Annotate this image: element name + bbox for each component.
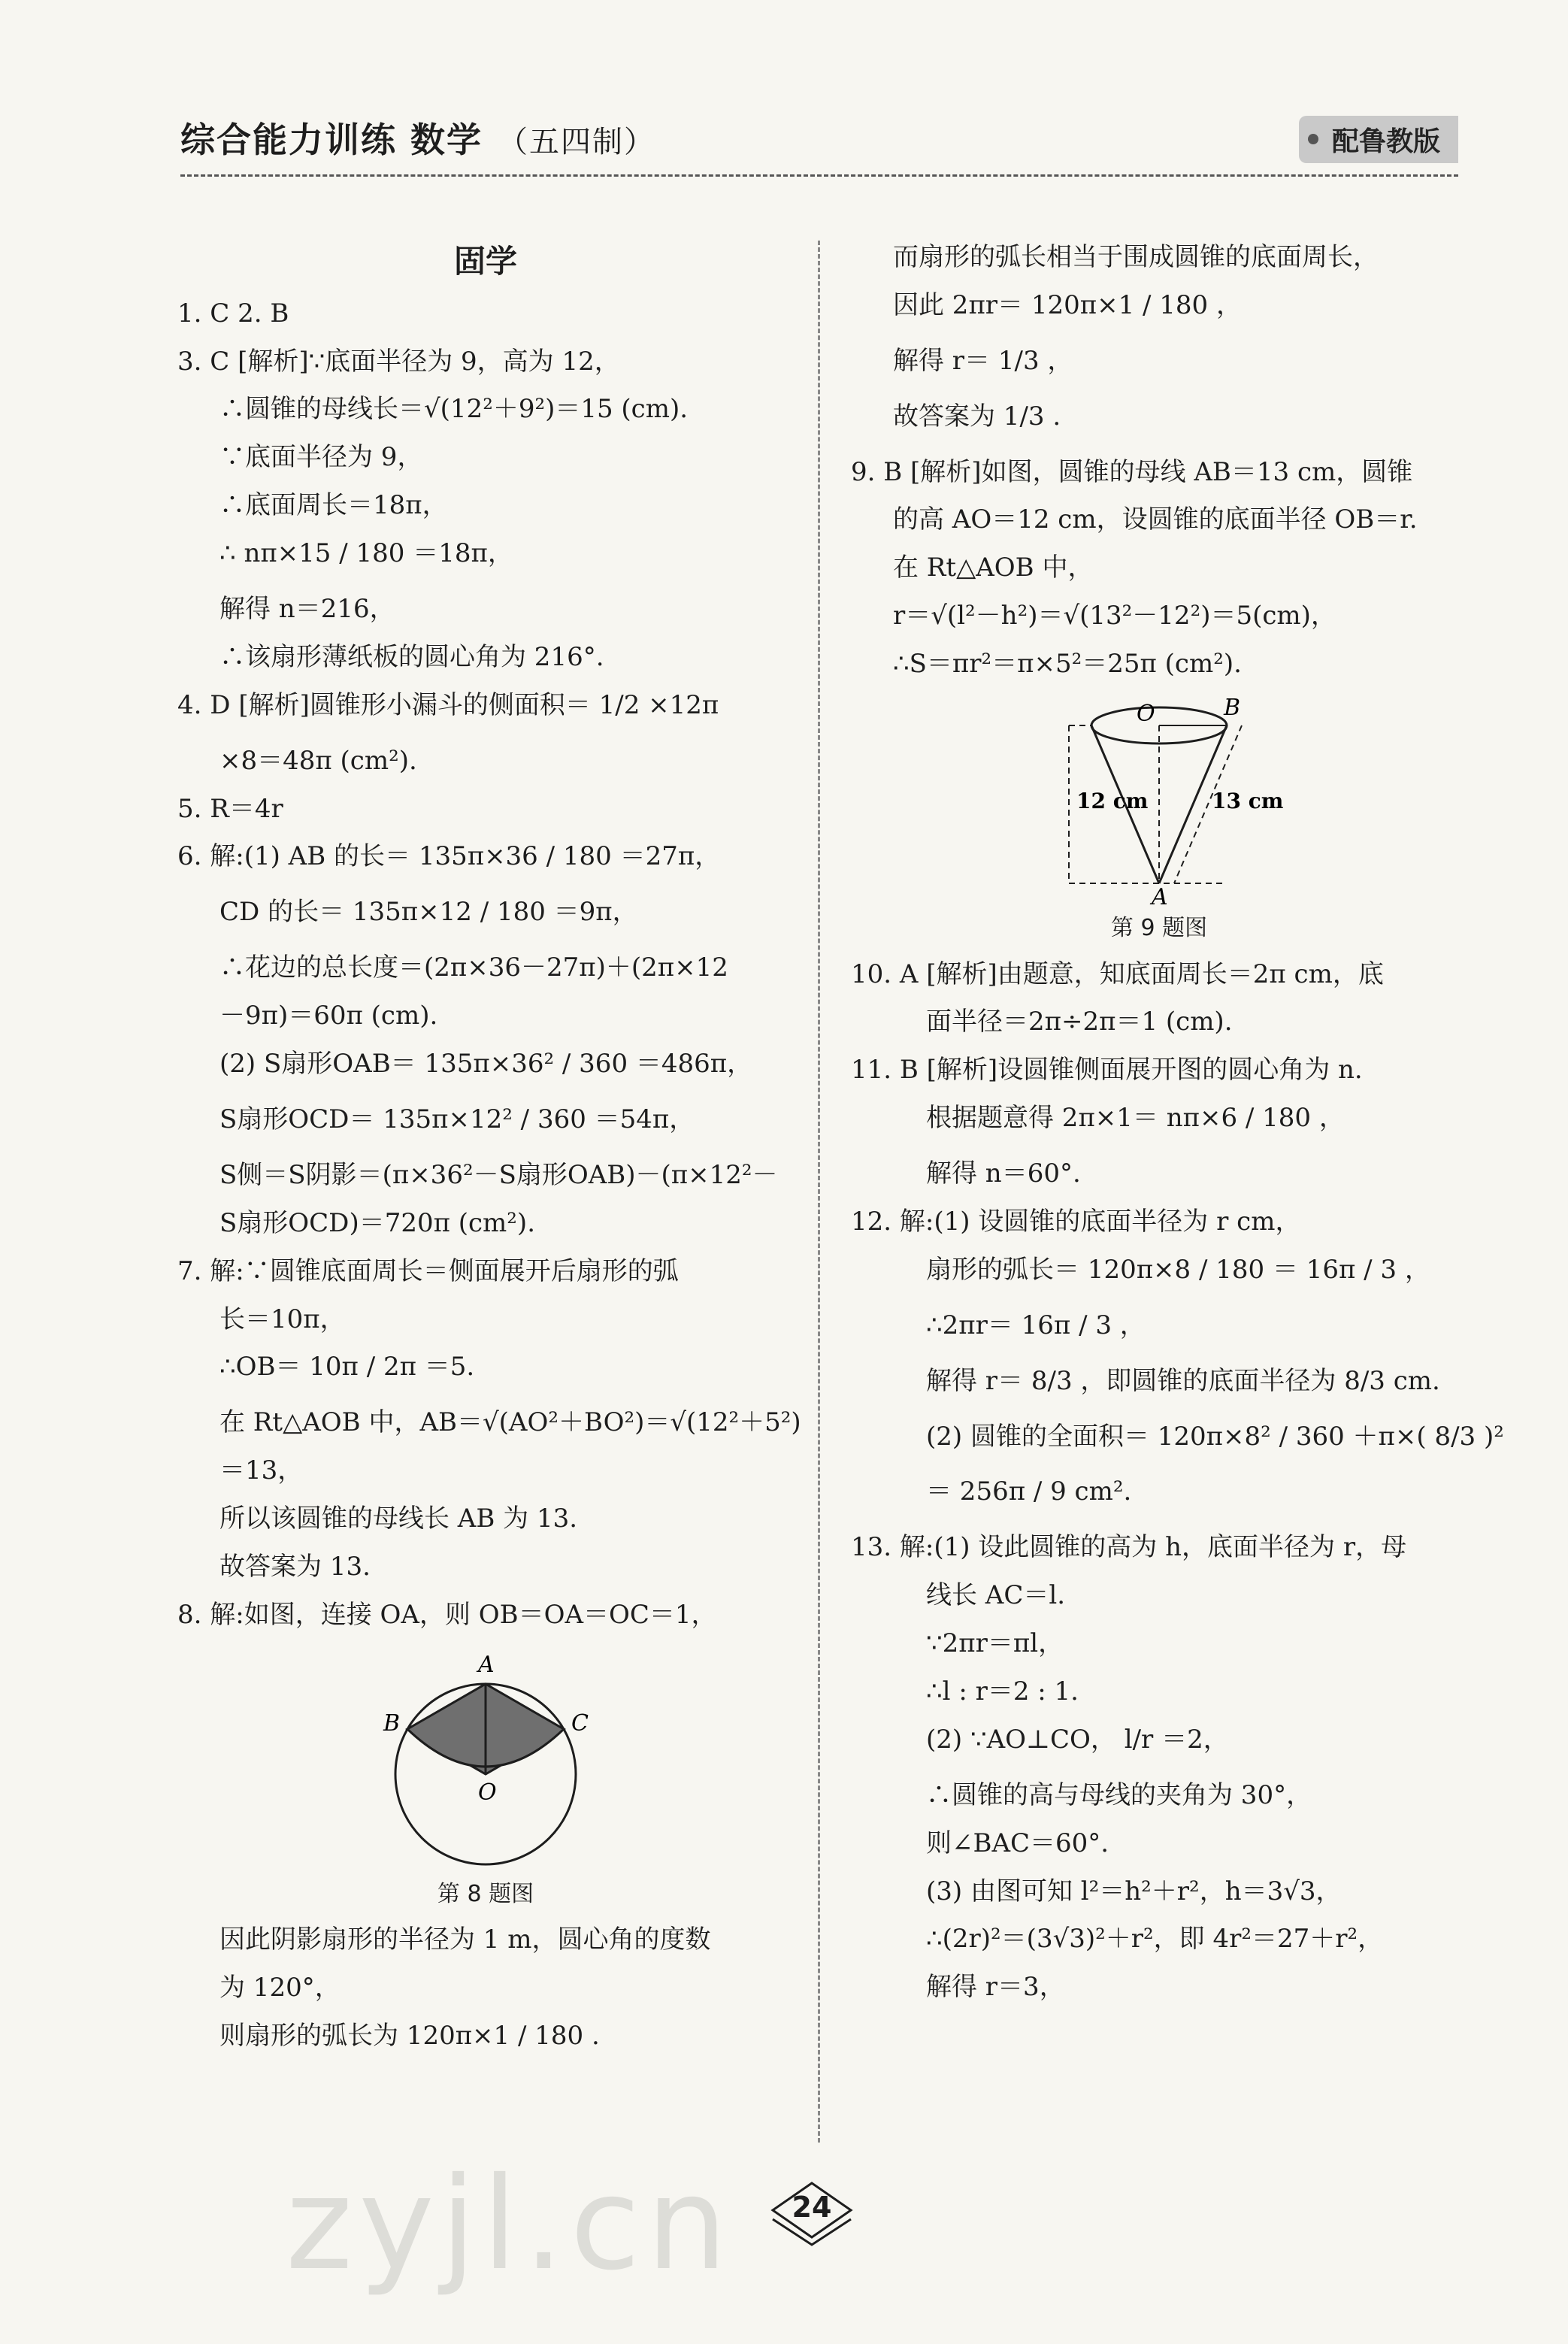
- answer-line: ∵底面半径为 9，: [219, 442, 423, 473]
- answer-line: CD 的长＝ 135π×12 / 180 ＝9π，: [219, 897, 638, 928]
- header-divider: [180, 174, 1458, 177]
- figure-8-caption: 第 8 题图: [437, 1880, 534, 1907]
- fig9-label-b: B: [1224, 695, 1241, 722]
- answer-line: S扇形OCD)＝720π (cm²).: [219, 1207, 536, 1238]
- answer-line: ∵2πr＝πl，: [926, 1628, 1064, 1659]
- answer-line: ∴OB＝ 10π / 2π ＝5.: [219, 1352, 475, 1382]
- answer-line: ×8＝48π (cm²).: [219, 745, 417, 776]
- answer-line: 根据题意得 2π×1＝ nπ×6 / 180 ，: [926, 1103, 1345, 1134]
- fig9-label-height: 12 cm: [1076, 789, 1149, 814]
- answer-line: 在 Rt△AOB 中，AB＝√(AO²＋BO²)＝√(12²＋5²): [219, 1407, 801, 1438]
- answer-line: ∴S＝πr²＝π×5²＝25π (cm²).: [893, 649, 1242, 680]
- answer-line: (3) 由图可知 l²＝h²＋r²，h＝3√3，: [926, 1876, 1342, 1906]
- answer-line: 8. 解:如图，连接 OA，则 OB＝OA＝OC＝1，: [177, 1599, 717, 1630]
- page-number: [767, 2180, 857, 2248]
- answer-line: S扇形OCD＝ 135π×12² / 360 ＝54π，: [219, 1104, 695, 1134]
- answer-line: r＝√(l²－h²)＝√(13²－12²)＝5(cm)，: [893, 601, 1336, 631]
- fig9-label-a: A: [1152, 884, 1168, 907]
- answer-line: 7. 解:∵圆锥底面周长＝侧面展开后扇形的弧: [177, 1255, 679, 1286]
- answer-line: 因此 2πr＝ 120π×1 / 180 ，: [893, 289, 1242, 320]
- book-title: 综合能力训练 数学 （五四制）: [180, 120, 656, 160]
- answer-line: 面半径＝2π÷2π＝1 (cm).: [926, 1007, 1233, 1037]
- section-title: 固学: [453, 243, 517, 280]
- answer-line: ∴(2r)²＝(3√3)²＋r²，即 4r²＝27＋r²，: [926, 1924, 1384, 1955]
- answer-line: 解得 r＝3，: [926, 1972, 1065, 2003]
- answer-line: (2) 圆锥的全面积＝ 120π×8² / 360 ＋π×( 8/3 )²: [926, 1421, 1504, 1452]
- answer-line: (2) ∵AO⊥CO， l/r ＝2，: [926, 1724, 1229, 1755]
- answer-line: ∴圆锥的母线长＝√(12²＋9²)＝15 (cm).: [219, 394, 689, 425]
- right-column: [851, 241, 1504, 2018]
- watermark: zyjl.cn: [286, 2150, 734, 2299]
- figure-9-caption: 第 9 题图: [1110, 915, 1208, 942]
- answer-line: 9. B [解析]如图，圆锥的母线 AB＝13 cm，圆锥: [851, 456, 1413, 487]
- answer-line: 因此阴影扇形的半径为 1 m，圆心角的度数: [219, 1925, 711, 1955]
- answer-line: 在 Rt△AOB 中，: [893, 553, 1094, 583]
- answer-line: 扇形的弧长＝ 120π×8 / 180 ＝ 16π / 3 ，: [926, 1254, 1430, 1285]
- answer-line: ∴圆锥的高与母线的夹角为 30°，: [926, 1779, 1312, 1810]
- figure-9: [1001, 695, 1317, 906]
- fig8-label-a: A: [478, 1651, 495, 1678]
- answer-line: 而扇形的弧长相当于围成圆锥的底面周长，: [893, 242, 1379, 272]
- answer-line: 线长 AC＝l.: [926, 1580, 1066, 1611]
- fig9-label-o: O: [1137, 701, 1155, 728]
- answer-line: 12. 解:(1) 设圆锥的底面半径为 r cm，: [851, 1206, 1301, 1237]
- answer-line: 故答案为 13.: [219, 1551, 371, 1582]
- fig9-label-slant: 13 cm: [1212, 789, 1284, 814]
- answer-line: 长＝10π，: [219, 1304, 346, 1334]
- answer-line: 所以该圆锥的母线长 AB 为 13.: [219, 1504, 578, 1534]
- answer-line: ＝ 256π / 9 cm².: [926, 1476, 1132, 1507]
- edition-badge: 配鲁教版: [1299, 116, 1458, 163]
- answer-line: 为 120°，: [219, 1973, 341, 2003]
- answer-line: (2) S扇形OAB＝ 135π×36² / 360 ＝486π，: [219, 1049, 753, 1080]
- answer-line: 则扇形的弧长为 120π×1 / 180 .: [219, 2021, 600, 2052]
- answer-line: －9π)＝60π (cm).: [219, 1001, 438, 1031]
- answer-line: S侧＝S阴影＝(π×36²－S扇形OAB)－(π×12²－: [219, 1159, 778, 1190]
- column-divider: [818, 241, 820, 2143]
- answer-line: 3. C [解析]∵底面半径为 9，高为 12，: [177, 346, 620, 377]
- answer-line: 11. B [解析]设圆锥侧面展开图的圆心角为 n.: [851, 1055, 1363, 1086]
- answer-line: 6. 解:(1) AB 的长＝ 135π×36 / 180 ＝27π，: [177, 841, 721, 872]
- answer-line: ∴底面周长＝18π，: [219, 490, 448, 521]
- page-header: [180, 113, 1458, 165]
- answer-line: 1. C 2. B: [177, 298, 289, 329]
- answer-line: 解得 n＝216，: [219, 594, 395, 625]
- answer-line: 解得 n＝60°.: [926, 1158, 1081, 1189]
- answer-line: 13. 解:(1) 设此圆锥的高为 h，底面半径为 r，母: [851, 1532, 1407, 1563]
- answer-line: 5. R＝4r: [177, 793, 283, 824]
- fig8-label-b: B: [383, 1710, 401, 1737]
- fig8-label-o: O: [478, 1779, 497, 1806]
- answer-line: 的高 AO＝12 cm，设圆锥的底面半径 OB＝r.: [893, 504, 1418, 535]
- answer-line: 故答案为 1/3 .: [893, 401, 1061, 432]
- answer-line: ＝13，: [219, 1455, 304, 1486]
- page-number-text: 24: [792, 2191, 832, 2224]
- figure-8: [365, 1646, 606, 1872]
- answer-line: ∴l : r＝2 : 1.: [926, 1676, 1079, 1707]
- answer-line: 10. A [解析]由题意，知底面周长＝2π cm，底: [851, 958, 1384, 989]
- answer-line: 4. D [解析]圆锥形小漏斗的侧面积＝ 1/2 ×12π: [177, 689, 719, 720]
- fig8-label-c: C: [571, 1710, 589, 1737]
- answer-line: 则∠BAC＝60°.: [926, 1828, 1109, 1858]
- answer-line: ∴2πr＝ 16π / 3 ，: [926, 1310, 1146, 1340]
- answer-line: ∴花边的总长度＝(2π×36－27π)＋(2π×12: [219, 952, 728, 983]
- answer-line: ∴ nπ×15 / 180 ＝18π，: [219, 538, 513, 569]
- answer-line: ∴该扇形薄纸板的圆心角为 216°.: [219, 641, 604, 672]
- book-subtitle: （五四制）: [498, 125, 656, 159]
- answer-line: 解得 r＝ 1/3 ，: [893, 345, 1073, 376]
- answer-line: 解得 r＝ 8/3 ，即圆锥的底面半径为 8/3 cm.: [926, 1365, 1440, 1396]
- left-column: [177, 241, 801, 2075]
